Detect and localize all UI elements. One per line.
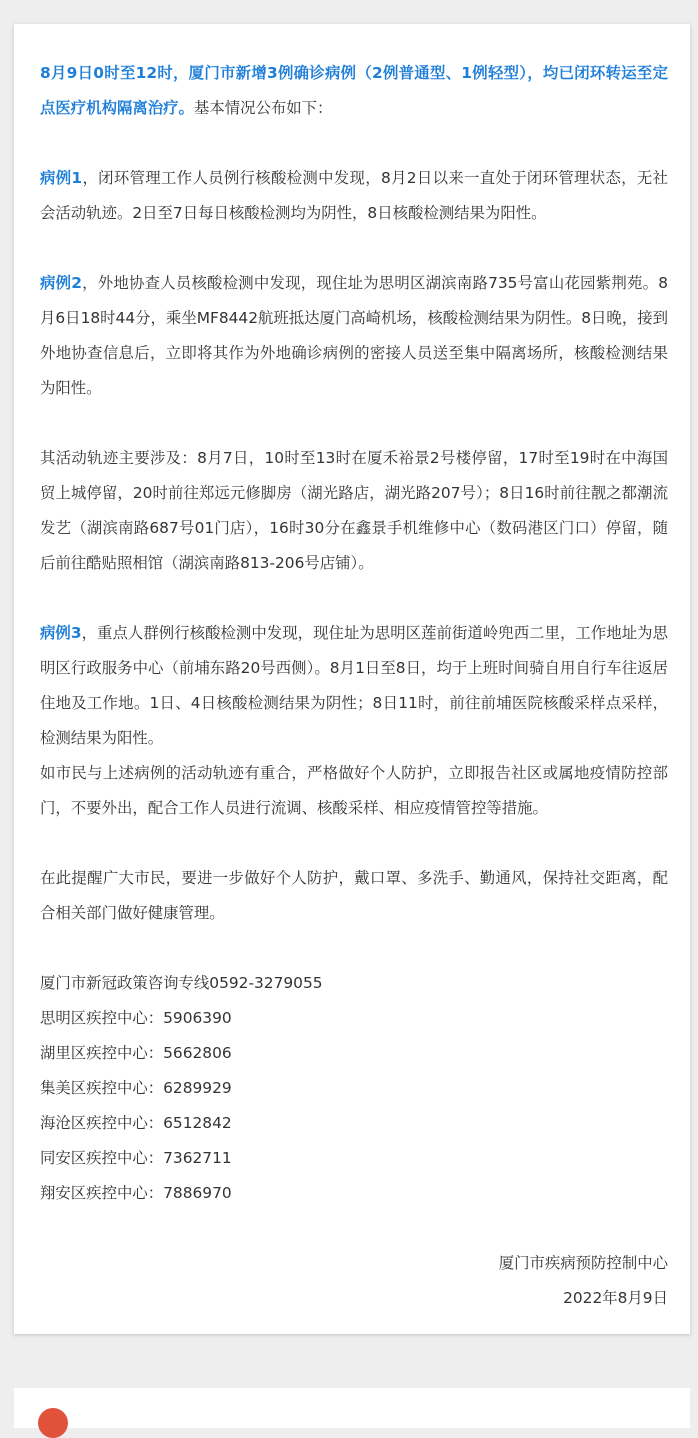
case2-activity: 其活动轨迹主要涉及：8月7日，10时至13时在厦禾裕景2号楼停留，17时至19时在中海国贸上城停留，20时前往郑远元修脚房（湖光路店，湖光路207号）；8日16时前往靓之都潮流发艺（湖滨南路687号01门店），16时30分在鑫景手机维修中心（数码港区门口）停留，随后前往酷贴照相馆（湖滨南路813-206号店铺）。 [40,449,668,572]
hotline: 厦门市新冠政策咨询专线0592-3279055 [40,974,323,992]
signature-date: 2022年8月9日 [563,1289,668,1307]
account-logo-icon [38,1408,68,1438]
case3-label: 病例3 [40,624,82,642]
case2-paragraph [40,266,668,406]
advice-paragraph: 如市民与上述病例的活动轨迹有重合，严格做好个人防护，立即报告社区或属地疫情防控部门，不要外出，配合工作人员进行流调、核酸采样、相应疫情管控等措施。 [40,764,668,817]
contact-item: 海沧区疾控中心：6512842 [40,1114,232,1132]
case3-paragraph [40,616,668,756]
intro-rest: 基本情况公布如下： [193,99,333,117]
contact-item: 同安区疾控中心：7362711 [40,1149,232,1167]
case1-text: ，闭环管理工作人员例行核酸检测中发现，8月2日以来一直处于闭环管理状态，无社会活动轨迹。2日至7日每日核酸检测均为阴性，8日核酸检测结果为阳性。 [40,169,668,222]
article-card [14,24,690,1334]
reminder-paragraph: 在此提醒广大市民，要进一步做好个人防护，戴口罩、多洗手、勤通风，保持社交距离，配合相关部门做好健康管理。 [40,869,668,922]
intro-paragraph [40,56,668,126]
case3-text: ，重点人群例行核酸检测中发现，现住址为思明区莲前街道岭兜西二里，工作地址为思明区行政服务中心（前埔东路20号西侧）。8月1日至8日，均于上班时间骑自用自行车往返居住地及工作地。1日、4日核酸检测结果为阴性；8日11时，前往前埔医院核酸采样点采样，检测结果为阳性。 [40,624,668,747]
case2-label: 病例2 [40,274,82,292]
case1-paragraph [40,161,668,231]
case1-label: 病例1 [40,169,83,187]
case2-text: ，外地协查人员核酸检测中发现，现住址为思明区湖滨南路735号富山花园紫荆苑。8月6日18时44分，乘坐MF8442航班抵达厦门高崎机场，核酸检测结果为阴性。8日晚，接到外地协查信息后，立即将其作为外地确诊病例的密接人员送至集中隔离场所，核酸检测结果为阳性。 [40,274,668,397]
contact-item: 思明区疾控中心：5906390 [40,1009,232,1027]
contact-item: 湖里区疾控中心：5662806 [40,1044,232,1062]
contact-item: 翔安区疾控中心：7886970 [40,1184,232,1202]
next-card [14,1388,690,1428]
signature-org: 厦门市疾病预防控制中心 [498,1254,668,1272]
contact-item: 集美区疾控中心：6289929 [40,1079,232,1097]
article-body [40,56,668,1316]
intro-highlight: 8月9日0时至12时，厦门市新增3例确诊病例（2例普通型、1例轻型），均已闭环转运至定点医疗机构隔离治疗。 [40,64,668,117]
